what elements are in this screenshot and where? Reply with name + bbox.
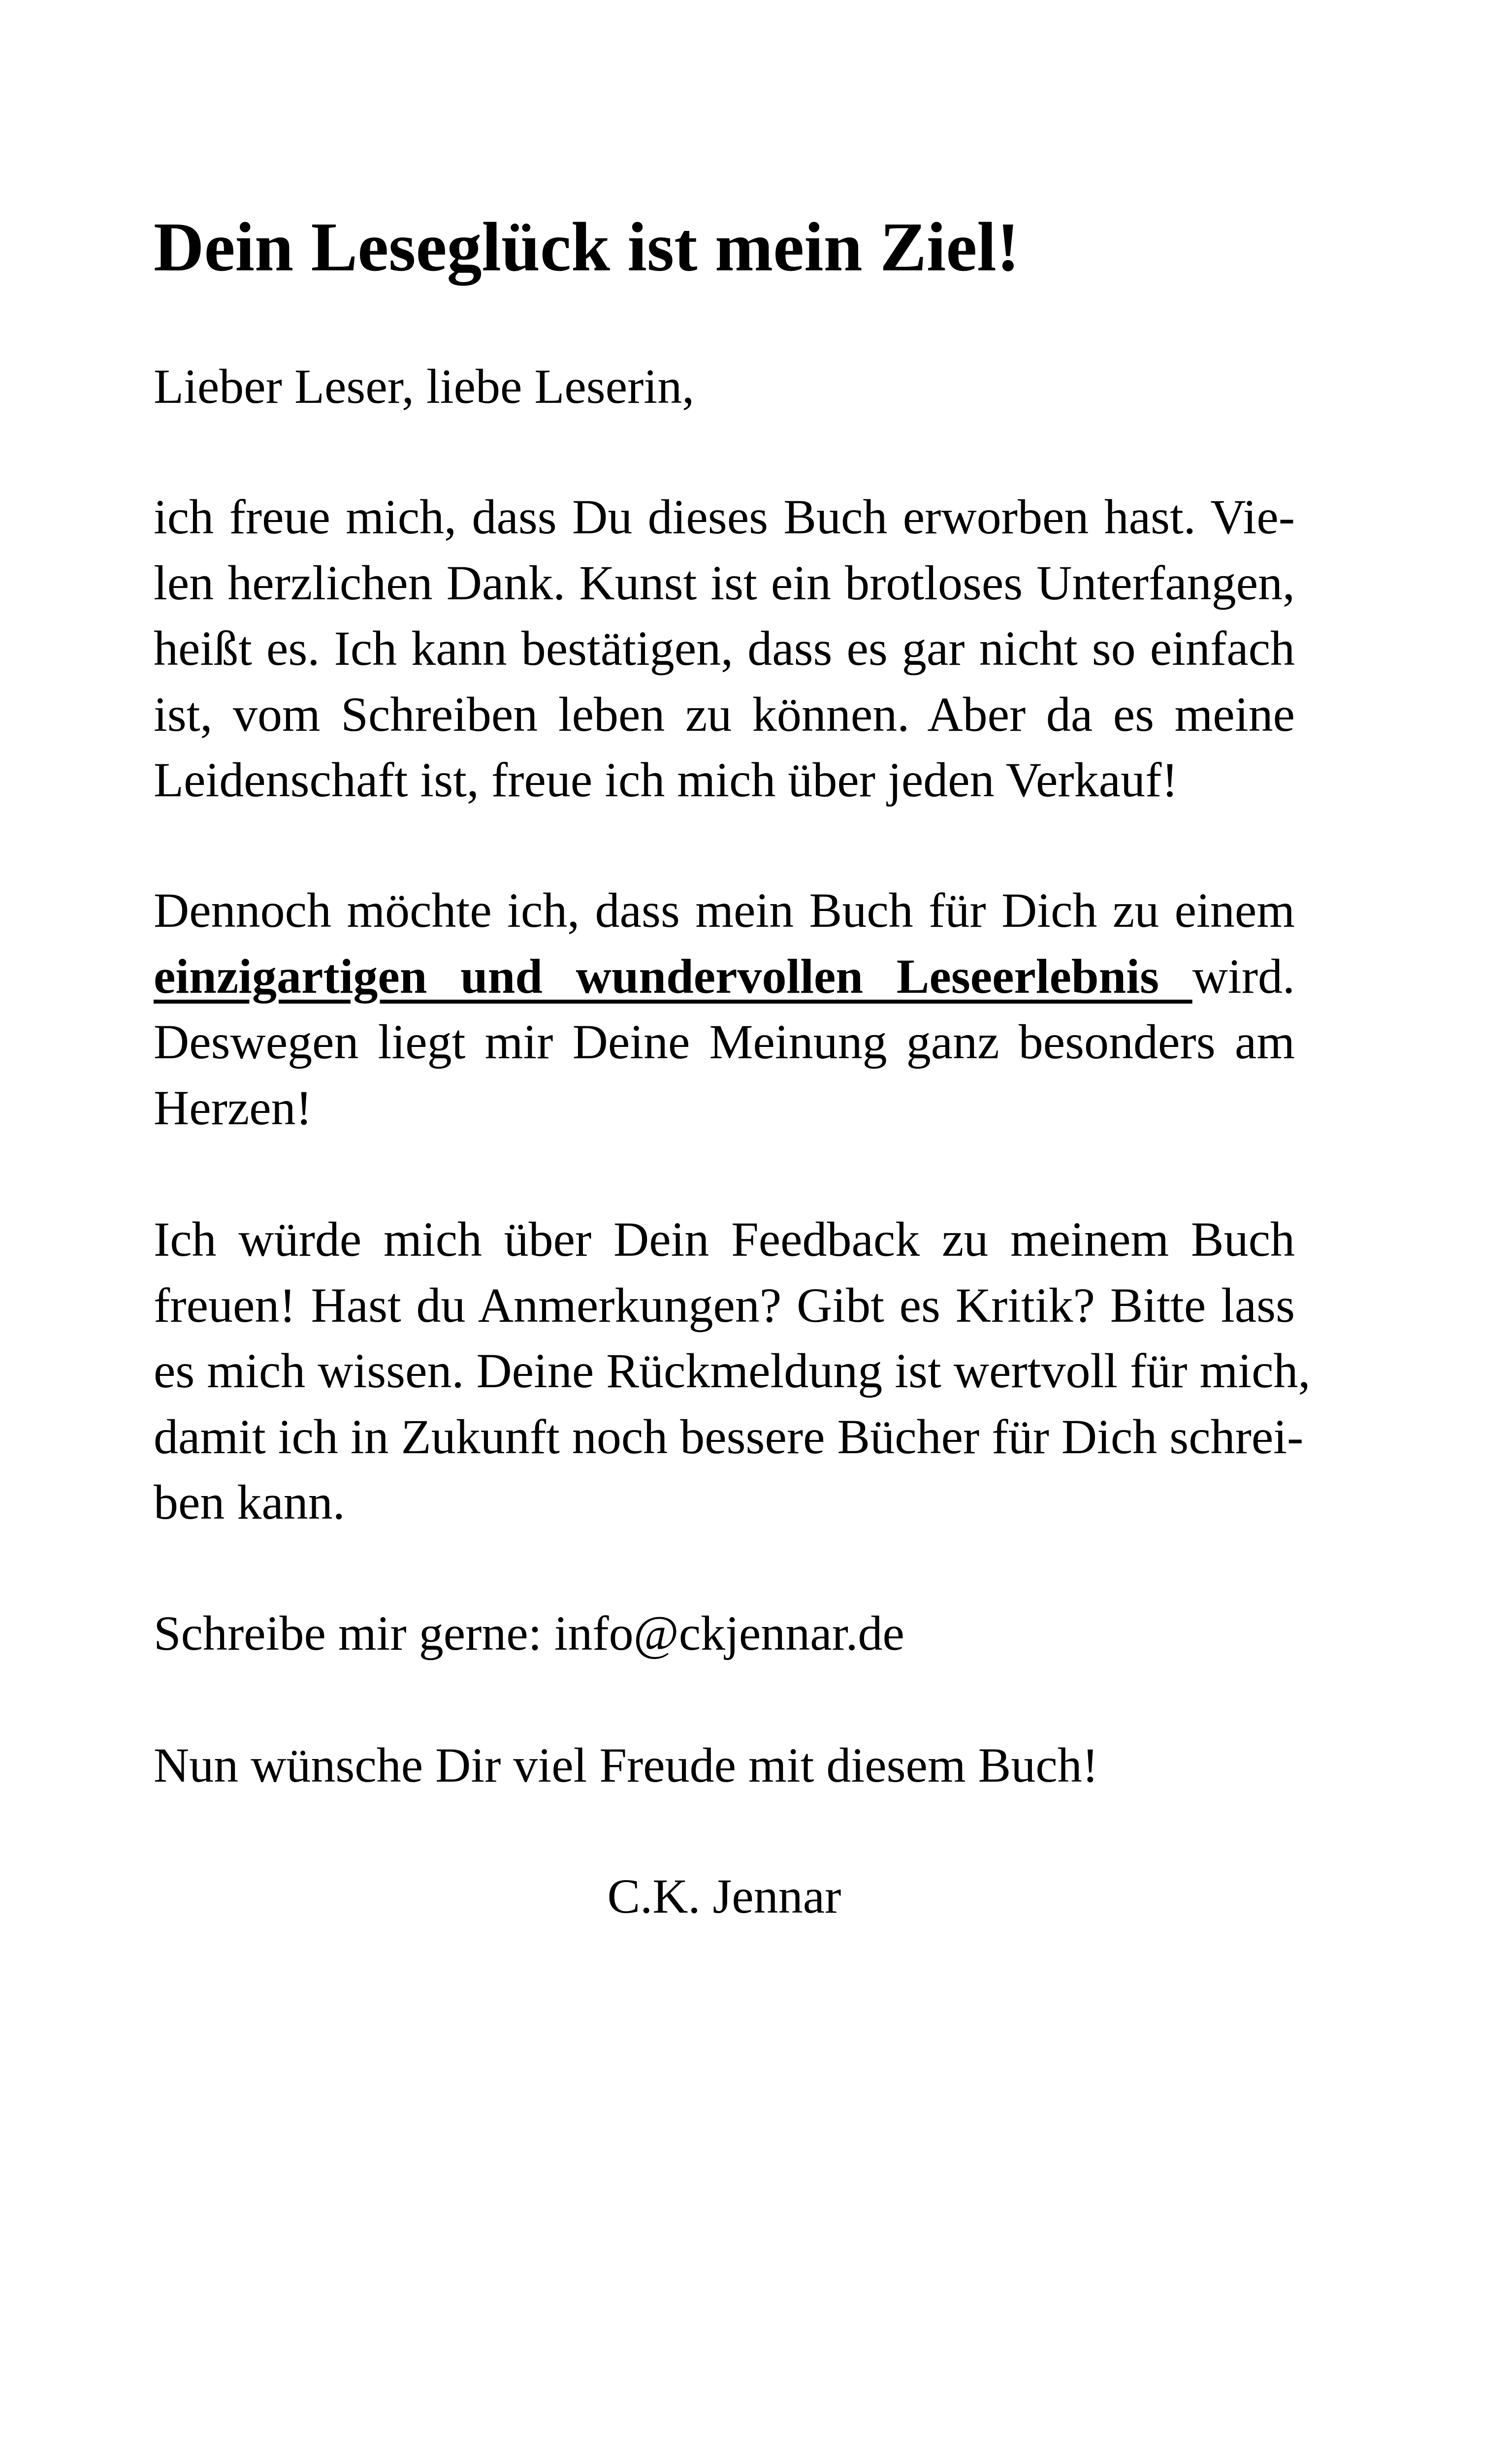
closing-text: Nun wünsche Dir viel Freude mit diesem Buch! [154, 1738, 1099, 1792]
paragraph-line: Herzen! [154, 1080, 312, 1135]
paragraph-line: ich freue mich, dass Du dieses Buch erworben hast. Vie- [154, 489, 1295, 544]
paragraph-line: es mich wissen. Deine Rückmeldung ist wertvoll für mich, [154, 1343, 1311, 1398]
paragraph-line: ist, vom Schreiben leben zu können. Aber da es meine [154, 686, 1295, 742]
paragraph-line: damit ich in Zukunft noch bessere Bücher für Dich schrei- [154, 1409, 1304, 1464]
paragraph-line: Deswegen liegt mir Deine Meinung ganz besonders am [154, 1014, 1295, 1069]
emphasis-text: einzigartigen und wundervollen Leseerlebnis [154, 948, 1192, 1004]
paragraph-line: len herzlichen Dank. Kunst ist ein brotloses Unterfangen, [154, 555, 1295, 610]
salutation-text: Lieber Leser, liebe Leserin, [154, 359, 695, 414]
paragraph-line: Dennoch möchte ich, dass mein Buch für Dich zu einem [154, 883, 1295, 938]
author-signature: C.K. Jennar [607, 1869, 841, 1923]
page-title: Dein Leseglück ist mein Ziel! [154, 208, 1020, 286]
paragraph-line: heißt es. Ich kann bestätigen, dass es gar nicht so einfach [154, 621, 1295, 676]
contact-text: Schreibe mir gerne: info@ckjennar.de [154, 1606, 904, 1661]
paragraph-line: ben kann. [154, 1475, 345, 1530]
contact-line [154, 1600, 1295, 1666]
paragraph-reading-experience [154, 878, 1295, 1140]
paragraph-line: freuen! Hast du Anmerkungen? Gibt es Kritik? Bitte lass [154, 1277, 1295, 1333]
paragraph-line-emphasis [154, 944, 1295, 1010]
emphasis-trailing-text: wird. [1192, 948, 1295, 1004]
salutation [154, 354, 1295, 420]
paragraph-thanks [154, 484, 1295, 813]
closing-line [154, 1732, 1295, 1798]
paragraph-line: Leidenschaft ist, freue ich mich über jeden Verkauf! [154, 752, 1178, 807]
paragraph-feedback [154, 1206, 1311, 1535]
paragraph-line: Ich würde mich über Dein Feedback zu meinem Buch [154, 1212, 1295, 1267]
